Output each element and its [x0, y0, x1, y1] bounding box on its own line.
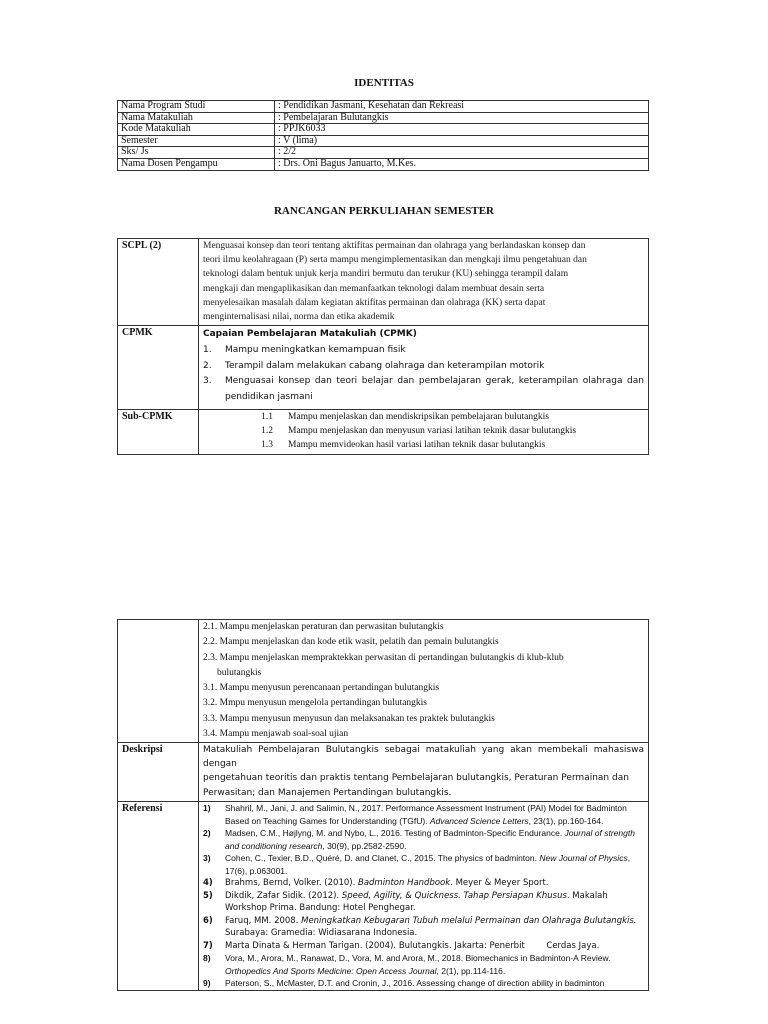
reference-text: Marta Dinata & Herman Tarigan. (2004). Bulutangkis. Jakarta: Penerbit Cerdas Jaya.	[225, 940, 600, 951]
scpl-line: menginternalisasi nilai, norma dan etika akademik	[203, 312, 395, 323]
rps-table	[117, 238, 649, 455]
list-item	[203, 410, 644, 424]
reference-text: Shahril, M., Jani, J. and Salimin, N., 2017. Performance Assessment Instrument (PAI) Model for Badminton Based on Teaching Games for Understanding (TGfU). Advanced Science Letters, 23(1), pp.160-164.	[225, 803, 627, 826]
reference-text: Cohen, C., Texier, B.D., Quéré, D. and Clanet, C., 2015. The physics of badminton. New Journal of Physics, 17(6), p.063001.	[225, 853, 631, 876]
table-row	[118, 239, 649, 326]
reference-text: Vora, M., Arora, M., Ranawat, D., Vora, M. and Arora, M., 2018. Biomechanics in Badminton-A Review. Orthopedics And Sports Medicine: Open Access Journal, 2(1), pp.114-116.	[225, 953, 611, 976]
list-item: 3.2. Mmpu menyusun mengelola pertandingan bulutangkis	[203, 698, 428, 709]
reference-item	[203, 952, 644, 977]
list-item: 3.1. Mampu menyusun perencanaan pertandingan bulutangkis	[203, 683, 440, 694]
table-row	[118, 112, 649, 124]
list-text: Mampu menjelaskan dan mendiskripsikan pembelajaran bulutangkis	[288, 412, 549, 423]
table-row	[118, 124, 649, 136]
list-item	[203, 424, 644, 438]
list-number: 1.	[203, 345, 212, 356]
reference-number: 8)	[203, 953, 211, 964]
reference-number: 5)	[203, 890, 213, 901]
table-row	[118, 135, 649, 147]
cpmk-label: CPMK	[118, 326, 199, 410]
rps-table-continued	[117, 619, 649, 991]
reference-item	[203, 802, 644, 827]
reference-item	[203, 852, 644, 877]
referensi-label: Referensi	[118, 802, 199, 991]
identity-key: Semester	[118, 135, 275, 147]
referensi-content	[199, 802, 649, 991]
identity-value: : 2/2	[275, 147, 649, 159]
identity-key: Nama Dosen Pengampu	[118, 158, 275, 170]
scpl-content	[199, 239, 649, 326]
list-number: 1.1	[261, 412, 273, 423]
scpl-line: mengkaji dan mengaplikasikan dan memanfaatkan teknologi dalam membuat desain serta	[203, 283, 545, 294]
reference-text: Madsen, C.M., Højlyng, M. and Nybo, L., 2016. Testing of Badminton-Specific Endurance. Journal of strength and conditioning research, 30(9), pp.2582-2590.	[225, 828, 635, 851]
reference-item	[203, 915, 644, 940]
table-row	[118, 158, 649, 170]
identity-key: Kode Matakuliah	[118, 124, 275, 136]
rps-heading: RANCANGAN PERKULIAHAN SEMESTER	[273, 205, 495, 217]
table-row	[118, 802, 649, 991]
list-text: Menguasai konsep dan teori belajar dan pembelajaran gerak, keterampilan olahraga dan pendidikan jasmani	[225, 376, 644, 402]
table-row	[118, 326, 649, 410]
reference-item	[203, 827, 644, 852]
reference-text: Dikdik, Zafar Sidik. (2012). Speed, Agility, & Quickness. Tahap Persiapan Khusus. Makalah Workshop Prima. Bandung: Hotel Penghegar.	[225, 890, 608, 914]
list-item	[203, 438, 644, 452]
cpmk-title: Capaian Pembelajaran Matakuliah (CPMK)	[203, 329, 417, 340]
table-row	[118, 101, 649, 113]
scpl-line: teknologi dalam bentuk unjuk kerja mandiri bermutu dan terukur (KU) sehingga terampil dalam	[203, 269, 569, 280]
list-text: Terampil dalam melakukan cabang olahraga dan keterampilan motorik	[225, 360, 545, 371]
reference-item	[203, 877, 644, 890]
reference-number: 9)	[203, 978, 211, 989]
deskripsi-line: pengetahuan teoritis dan praktis tentang Pembelajaran bulutangkis, Peraturan Permainan dan	[203, 773, 629, 784]
table-row	[118, 147, 649, 159]
list-item	[203, 359, 644, 375]
reference-number: 3)	[203, 853, 211, 864]
subcpmk-label: Sub-CPMK	[118, 410, 199, 455]
list-item: 2.1. Mampu menjelaskan peraturan dan perwasitan bulutangkis	[203, 622, 444, 632]
empty-label-cell	[118, 620, 199, 743]
list-item	[203, 374, 644, 405]
list-text: Mampu menjelaskan dan menyusun variasi latihan teknik dasar bulutangkis	[288, 426, 577, 437]
reference-text: Paterson, S., McMaster, D.T. and Cronin, J., 2016. Assessing change of direction ability in badminton	[225, 978, 605, 989]
list-item	[203, 343, 644, 359]
scpl-line: Menguasai konsep dan teori tentang aktifitas permainan dan olahraga yang berlandaskan konsep dan	[203, 241, 586, 251]
reference-item	[203, 940, 644, 953]
list-text: Mampu meningkatkan kemampuan fisik	[225, 345, 406, 356]
list-number: 3.	[203, 376, 212, 387]
reference-number: 2)	[203, 828, 211, 839]
list-number: 1.2	[261, 426, 273, 437]
table-row	[118, 620, 649, 743]
table-row	[118, 410, 649, 455]
cpmk-list	[203, 343, 644, 405]
deskripsi-label: Deskripsi	[118, 743, 199, 802]
reference-text: Faruq, MM. 2008. Meningkatkan Kebugaran Tubuh melalui Permainan dan Olahraga Bulutangkis. Surabaya: Gramedia: Widiasarana Indonesia.	[225, 915, 637, 939]
reference-item	[203, 977, 644, 990]
list-number: 2.	[203, 360, 212, 371]
identity-value: : Pembelajaran Bulutangkis	[275, 112, 649, 124]
list-number: 1.3	[261, 440, 273, 451]
cpmk-content	[199, 326, 649, 410]
scpl-line: teori ilmu keolahragaan (P) serta mampu mengimplementasikan dan mengkaji ilmu pengetahuan dan	[203, 255, 587, 266]
reference-number: 4)	[203, 878, 213, 889]
deskripsi-line: Perwasitan; dan Manajemen Pertandingan bulutangkis.	[203, 787, 452, 798]
identity-value: : PPJK6033	[275, 124, 649, 136]
table-row	[118, 743, 649, 802]
scpl-label: SCPL (2)	[118, 239, 199, 326]
identity-key: Sks/ Js	[118, 147, 275, 159]
subcpmk-content	[199, 410, 649, 455]
identity-key: Nama Matakuliah	[118, 112, 275, 124]
identitas-heading: IDENTITAS	[354, 77, 414, 89]
list-item: 3.4. Mampu menjawab soal-soal ujian	[203, 729, 349, 740]
list-item-continued: bulutangkis	[217, 667, 262, 678]
reference-number: 7)	[203, 940, 213, 951]
identity-value: : Pendidikan Jasmani, Kesehatan dan Rekreasi	[275, 101, 649, 113]
list-item: 2.2. Mampu menjelaskan dan kode etik wasit, pelatih dan pemain bulutangkis	[203, 637, 499, 648]
list-item: 3.3. Mampu menyusun menyusun dan melaksanakan tes praktek bulutangkis	[203, 713, 495, 724]
subcpmk-continued	[199, 620, 649, 743]
identity-table	[117, 100, 649, 171]
reference-number: 1)	[203, 803, 211, 814]
identity-value: : Drs. Oni Bagus Januarto, M.Kes.	[275, 158, 649, 170]
deskripsi-line: Matakuliah Pembelajaran Bulutangkis sebagai matakuliah yang akan membekali mahasiswa dengan	[203, 745, 644, 769]
scpl-line: menyelesaikan masalah dalam kegiatan aktifitas permainan dan olahraga (KK) serta dapat	[203, 297, 546, 308]
deskripsi-content	[199, 743, 649, 802]
reference-number: 6)	[203, 915, 213, 926]
list-text: Mampu memvideokan hasil variasi latihan teknik dasar bulutangkis	[288, 440, 546, 451]
list-item: 2.3. Mampu menjelaskan mempraktekkan perwasitan di pertandingan bulutangkis di klub-klub	[203, 652, 564, 663]
reference-text: Brahms, Bernd, Volker. (2010). Badminton Handbook. Meyer & Meyer Sport.	[225, 878, 549, 889]
identity-value: : V (lima)	[275, 135, 649, 147]
identity-key: Nama Program Studi	[118, 101, 275, 113]
reference-item	[203, 890, 644, 915]
